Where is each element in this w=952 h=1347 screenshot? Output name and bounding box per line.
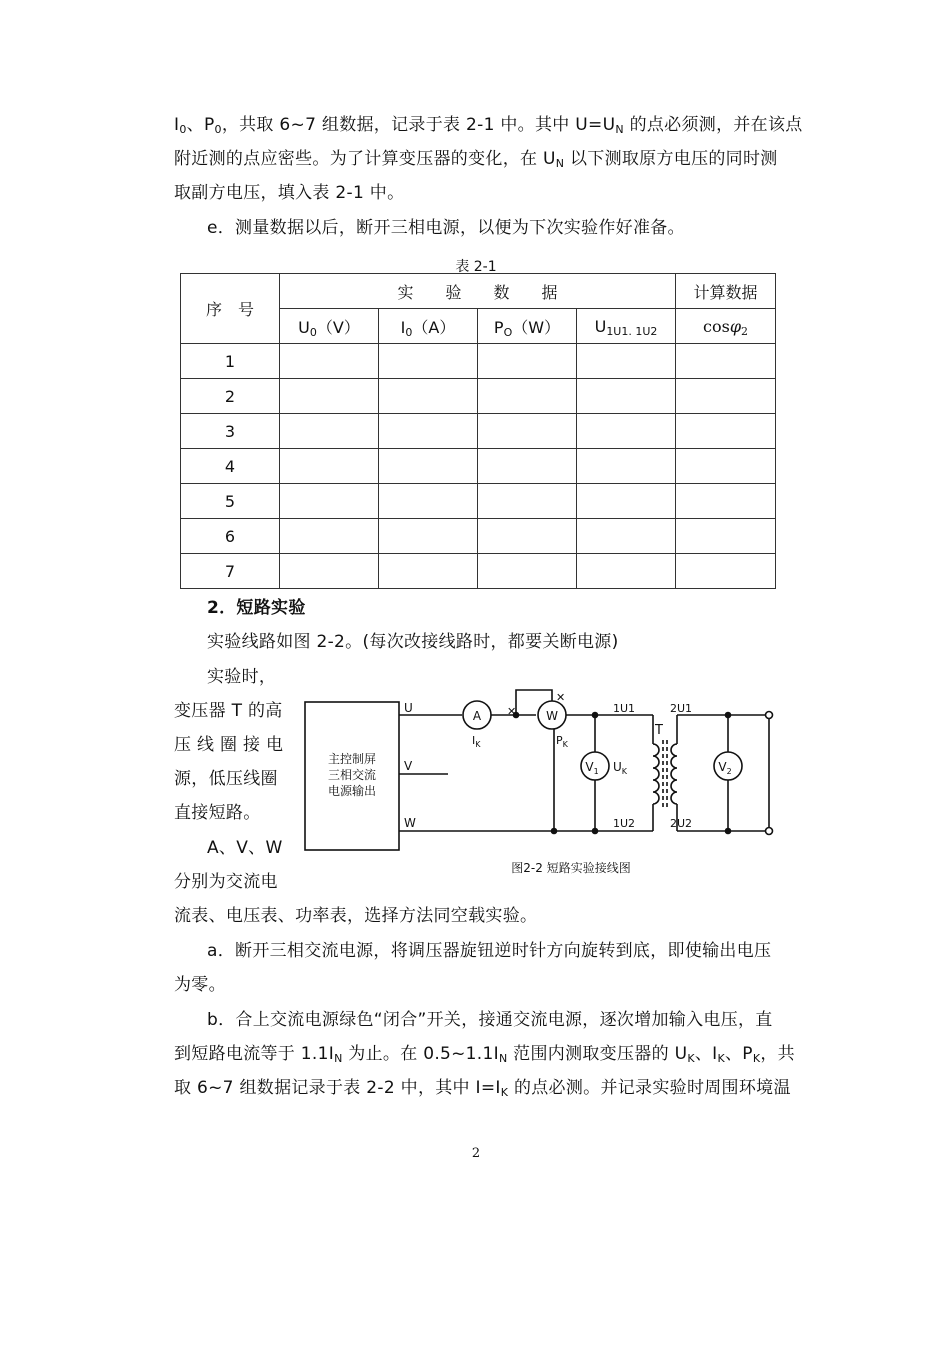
page-number: 2 bbox=[471, 1146, 481, 1161]
cell bbox=[379, 519, 478, 554]
ammeter-ik-label: $I_K$ bbox=[472, 734, 481, 749]
wrap-line-3: 压 线 圈 接 电 bbox=[174, 735, 284, 755]
cell bbox=[280, 414, 379, 449]
table-row bbox=[181, 554, 776, 589]
terminal-2u2: 2U2 bbox=[670, 817, 693, 830]
step-a-line1: a．断开三相交流电源，将调压器旋钮逆时针方向旋转到底，即使输出电压 bbox=[207, 941, 772, 961]
polarity-mark-icon: ✕ bbox=[507, 705, 517, 718]
cell bbox=[280, 379, 379, 414]
cell bbox=[676, 484, 776, 519]
cell bbox=[577, 484, 676, 519]
wattmeter-symbol: W bbox=[546, 709, 558, 723]
output-terminal bbox=[766, 712, 773, 719]
table-row bbox=[181, 344, 776, 379]
terminal-2u1: 2U1 bbox=[670, 702, 693, 715]
wattmeter-pk-label: $P_K$ bbox=[556, 734, 568, 749]
cell bbox=[280, 344, 379, 379]
cell bbox=[478, 414, 577, 449]
row-index: 1 bbox=[181, 344, 280, 379]
table-row bbox=[181, 484, 776, 519]
figure-caption: 图2-2 短路实验接线图 bbox=[511, 861, 631, 875]
cell bbox=[577, 519, 676, 554]
table-row bbox=[181, 449, 776, 484]
wrap-line-5: 直接短路。 bbox=[174, 803, 261, 823]
wrap-line-6: A、V、W bbox=[207, 838, 283, 858]
phase-u-label: U bbox=[404, 701, 413, 715]
wrap-line-4: 源，低压线圈 bbox=[174, 769, 278, 789]
ammeter-symbol: A bbox=[472, 709, 482, 723]
section2-line1: 实验线路如图 2-2。(每次改接线路时，都要关断电源) bbox=[207, 632, 619, 652]
cell bbox=[478, 554, 577, 589]
cell bbox=[478, 449, 577, 484]
row-index: 6 bbox=[181, 519, 280, 554]
transformer-label: T bbox=[655, 723, 663, 738]
terminal-1u1: 1U1 bbox=[613, 702, 636, 715]
wrap-line-2: 变压器 T 的高 bbox=[174, 701, 283, 721]
cell bbox=[478, 344, 577, 379]
output-terminal bbox=[766, 828, 773, 835]
cell bbox=[379, 449, 478, 484]
voltmeter-v1-symbol: $V_1$ bbox=[585, 760, 599, 776]
para1-line1: $I_0$、$P_0$，共取 6~7 组数据，记录于表 2-1 中。其中 $U=U_N$ 的点必须测，并在该点 bbox=[174, 115, 803, 136]
phase-w-label: W bbox=[404, 816, 416, 830]
row-index: 3 bbox=[181, 414, 280, 449]
para1-line3: 取副方电压，填入表 2-1 中。 bbox=[174, 183, 405, 203]
cell bbox=[676, 414, 776, 449]
header-calc: 计算数据 bbox=[676, 274, 776, 309]
cell bbox=[676, 554, 776, 589]
box-line-2: 三相交流 bbox=[327, 768, 377, 782]
row-index: 7 bbox=[181, 554, 280, 589]
cell bbox=[478, 484, 577, 519]
cell bbox=[478, 379, 577, 414]
cell bbox=[280, 519, 379, 554]
cell bbox=[280, 449, 379, 484]
polarity-mark-icon: ✕ bbox=[556, 691, 566, 704]
wrap-line-1: 实验时， bbox=[207, 667, 277, 687]
row-index: 4 bbox=[181, 449, 280, 484]
col-header-cos: cosφ$_2$ bbox=[676, 309, 776, 344]
cell bbox=[676, 344, 776, 379]
cell bbox=[577, 554, 676, 589]
table-caption: 表 2-1 bbox=[455, 259, 497, 275]
voltmeter-v2-symbol: $V_2$ bbox=[718, 760, 732, 776]
junction-dot bbox=[726, 829, 731, 834]
circuit-diagram bbox=[300, 688, 790, 880]
junction-dot bbox=[593, 829, 598, 834]
table-row bbox=[181, 414, 776, 449]
box-line-1: 主控制屏 bbox=[327, 752, 377, 766]
primary-coil bbox=[653, 744, 659, 804]
section2-line-after: 流表、电压表、功率表，选择方法同空载实验。 bbox=[174, 906, 538, 926]
step-b-line2: 到短路电流等于 $1.1I_N$ 为止。在 $0.5\sim 1.1I_N$ 范围内测取变压器的 $U_K$、$I_K$、$P_K$，共 bbox=[174, 1044, 795, 1065]
header-index: 序 号 bbox=[181, 274, 280, 344]
box-line-3: 电源输出 bbox=[327, 784, 377, 798]
uk-label: $U_K$ bbox=[613, 760, 628, 776]
cell bbox=[676, 519, 776, 554]
cell bbox=[379, 414, 478, 449]
cell bbox=[379, 344, 478, 379]
cell bbox=[577, 449, 676, 484]
step-b-line1: b．合上交流电源绿色“闭合”开关，接通交流电源，逐次增加输入电压，直 bbox=[207, 1010, 773, 1030]
table-row bbox=[181, 519, 776, 554]
junction-dot bbox=[593, 713, 598, 718]
col-header-u0: $U_0(V)$ bbox=[280, 309, 379, 344]
cell bbox=[676, 379, 776, 414]
cell bbox=[280, 484, 379, 519]
wrap-line-7: 分别为交流电 bbox=[174, 872, 278, 892]
section2-heading: 2．短路实验 bbox=[207, 598, 306, 618]
col-header-p0: $P_O(W)$ bbox=[478, 309, 577, 344]
cell bbox=[478, 519, 577, 554]
secondary-coil bbox=[671, 744, 677, 804]
col-header-i0: $I_0(A)$ bbox=[379, 309, 478, 344]
junction-dot bbox=[726, 713, 731, 718]
data-table bbox=[180, 273, 776, 589]
cell bbox=[379, 484, 478, 519]
cell bbox=[379, 554, 478, 589]
cell bbox=[577, 344, 676, 379]
para1-line2: 附近测的点应密些。为了计算变压器的变化，在 $U_N$ 以下测取原方电压的同时测 bbox=[174, 149, 778, 170]
cell bbox=[280, 554, 379, 589]
cell bbox=[577, 379, 676, 414]
step-b-line3: 取 6~7 组数据记录于表 2-2 中，其中 $I=I_K$ 的点必测。并记录实验时周围环境温 bbox=[174, 1078, 791, 1099]
cell bbox=[577, 414, 676, 449]
row-index: 2 bbox=[181, 379, 280, 414]
cell bbox=[379, 379, 478, 414]
table-row bbox=[181, 379, 776, 414]
step-e: e．测量数据以后，断开三相电源，以便为下次实验作好准备。 bbox=[207, 218, 685, 238]
col-header-u1u1: $U_{1U1. 1U2}$ bbox=[577, 309, 676, 344]
header-group: 实 验 数 据 bbox=[280, 274, 676, 309]
row-index: 5 bbox=[181, 484, 280, 519]
phase-v-label: V bbox=[404, 759, 413, 773]
terminal-1u2: 1U2 bbox=[613, 817, 636, 830]
cell bbox=[676, 449, 776, 484]
step-a-line2: 为零。 bbox=[174, 975, 226, 995]
